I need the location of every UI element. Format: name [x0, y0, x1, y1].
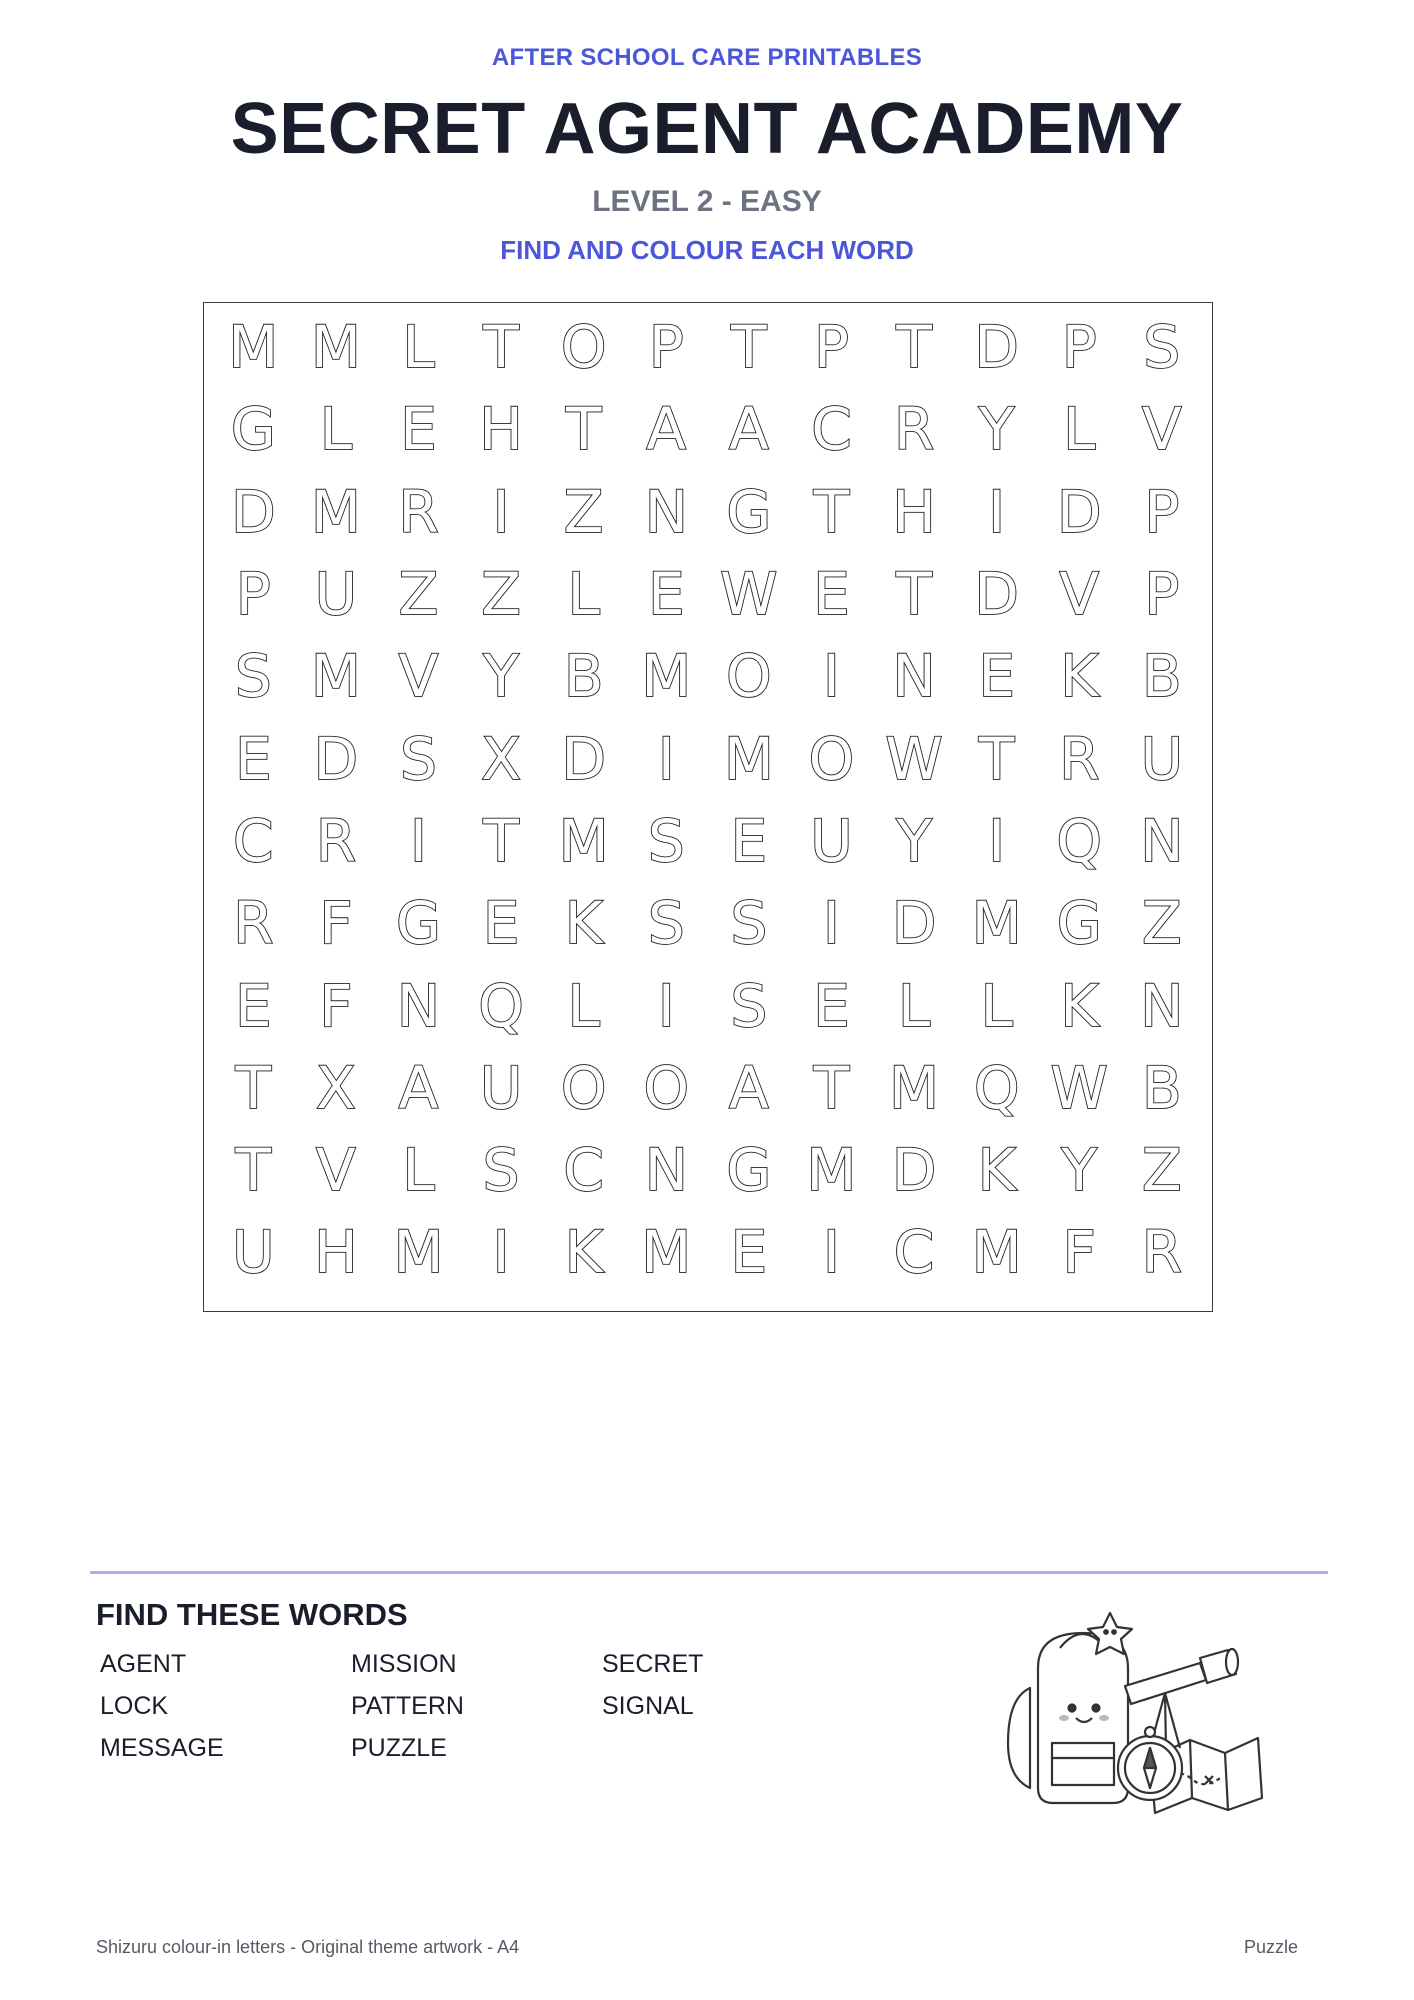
grid-letter: T [565, 395, 602, 464]
grid-letter: G [230, 395, 276, 464]
footer-label: Puzzle [1243, 1937, 1298, 1957]
grid-letter: D [891, 889, 937, 958]
grid-letter: M [310, 642, 361, 711]
grid-letter: Y [896, 806, 932, 875]
grid-letter: G [396, 889, 441, 958]
grid-letter: L [897, 971, 931, 1040]
page-title: SECRET AGENT ACADEMY [230, 89, 1184, 169]
grid-letter: P [1144, 477, 1180, 546]
grid-letter: I [492, 477, 510, 546]
grid-letter: Z [1141, 1136, 1182, 1205]
grid-letter: K [1060, 642, 1099, 711]
grid-letter: T [483, 806, 519, 875]
grid-letter: S [730, 971, 768, 1040]
grid-letter: U [232, 1218, 275, 1287]
grid-letter: P [813, 313, 849, 382]
word-list-item: SIGNAL [602, 1692, 694, 1720]
word-list-item: AGENT [100, 1650, 187, 1678]
grid-letter: M [310, 477, 361, 546]
grid-letter: E [234, 724, 272, 793]
grid-letter: R [893, 395, 935, 464]
grid-letter: M [393, 1218, 444, 1287]
grid-letter: N [1140, 806, 1184, 875]
grid-letter: E [647, 560, 685, 629]
grid-letter: L [402, 313, 435, 382]
grid-letter: P [235, 560, 271, 629]
grid-letter: B [1141, 642, 1182, 711]
word-list-item: MESSAGE [100, 1734, 224, 1762]
grid-letter: G [1056, 889, 1102, 958]
grid-letter: N [396, 971, 441, 1040]
grid-letter: H [479, 395, 523, 464]
grid-letter: K [977, 1136, 1016, 1205]
grid-letter: W [1050, 1053, 1108, 1122]
grid-letter: I [657, 971, 675, 1040]
grid-letter: M [558, 806, 609, 875]
grid-letter: V [398, 642, 439, 711]
grid-letter: T [813, 477, 850, 546]
grid-letter: E [730, 1218, 768, 1287]
grid-letter: O [808, 724, 855, 793]
grid-letter: C [233, 806, 274, 875]
grid-letter: G [726, 477, 772, 546]
grid-letter: P [648, 313, 684, 382]
grid-letter: L [567, 971, 600, 1040]
grid-letter: T [896, 313, 932, 382]
grid-letter: E [482, 889, 520, 958]
grid-letter: T [978, 724, 1015, 793]
word-search-grid [203, 302, 1213, 1312]
word-list-item: PUZZLE [351, 1734, 447, 1762]
grid-letter: Y [978, 395, 1015, 464]
grid-letter: E [978, 642, 1015, 711]
grid-letter: P [1061, 313, 1097, 382]
grid-letter: N [644, 1136, 688, 1205]
level-label: LEVEL 2 - EASY [592, 185, 822, 218]
grid-letter: G [726, 1136, 772, 1205]
grid-letter: U [314, 560, 358, 629]
grid-letter: D [974, 560, 1019, 629]
grid-letter: A [729, 395, 769, 464]
grid-letter: S [1143, 313, 1181, 382]
grid-letter: Z [398, 560, 439, 629]
grid-letter: T [235, 1136, 272, 1205]
grid-letter: D [561, 724, 606, 793]
telescope-icon [1125, 1649, 1238, 1750]
grid-letter: U [479, 1053, 523, 1122]
grid-letter: C [893, 1218, 935, 1287]
grid-letter: E [234, 971, 272, 1040]
grid-letter: B [1141, 1053, 1182, 1122]
grid-letter: Z [1141, 889, 1182, 958]
grid-letter: F [319, 971, 353, 1040]
grid-letter: S [647, 889, 685, 958]
grid-letter: V [316, 1136, 356, 1205]
grid-letter: X [316, 1053, 356, 1122]
grid-letter: M [723, 724, 774, 793]
grid-letter: B [563, 642, 604, 711]
grid-letter: U [810, 806, 853, 875]
grid-letter: I [409, 806, 428, 875]
grid-letter: D [891, 1136, 937, 1205]
section-divider [90, 1571, 1328, 1574]
grid-letter: I [657, 724, 675, 793]
word-list-item: LOCK [100, 1692, 169, 1720]
grid-letter: M [641, 1218, 692, 1287]
grid-letter: I [492, 1218, 510, 1287]
grid-letter: T [813, 1053, 850, 1122]
grid-letter: L [980, 971, 1013, 1040]
grid-letter: L [319, 395, 353, 464]
grid-letter: I [822, 642, 840, 711]
grid-letter: U [1140, 724, 1184, 793]
grid-letter: N [1140, 971, 1184, 1040]
grid-letter: E [813, 971, 850, 1040]
grid-letter: E [813, 560, 850, 629]
grid-letter: O [643, 1053, 690, 1122]
grid-letter: R [398, 477, 439, 546]
grid-letter: S [730, 889, 768, 958]
brand-label: AFTER SCHOOL CARE PRINTABLES [491, 44, 923, 71]
grid-letter: W [885, 724, 943, 793]
grid-letter: N [644, 477, 688, 546]
grid-letter: I [988, 477, 1006, 546]
grid-letter: Q [1056, 806, 1103, 875]
grid-letter: M [228, 313, 279, 382]
grid-letter: V [1059, 560, 1100, 629]
word-list-item: MISSION [351, 1650, 457, 1678]
grid-letter: E [400, 395, 437, 464]
grid-letter: I [822, 1218, 840, 1287]
grid-letter: D [1056, 477, 1102, 546]
grid-letter: S [400, 724, 437, 793]
grid-letter: M [806, 1136, 857, 1205]
grid-letter: K [1060, 971, 1099, 1040]
instruction-label: FIND AND COLOUR EACH WORD [500, 235, 914, 265]
grid-letter: O [560, 1053, 607, 1122]
grid-letter: V [1141, 395, 1182, 464]
grid-letter: M [889, 1053, 940, 1122]
grid-letter: T [731, 313, 767, 382]
grid-letter: Y [483, 642, 519, 711]
grid-letter: L [1063, 395, 1096, 464]
grid-letter: A [729, 1053, 769, 1122]
grid-letter: S [234, 642, 272, 711]
grid-letter: K [564, 889, 603, 958]
grid-letter: Z [481, 560, 521, 629]
grid-letter: A [646, 395, 687, 464]
grid-letter: Y [1061, 1136, 1097, 1205]
letter-grid [204, 303, 1214, 1313]
grid-letter: X [481, 724, 521, 793]
grid-letter: K [564, 1218, 603, 1287]
grid-letter: N [892, 642, 936, 711]
grid-letter: O [560, 313, 607, 382]
word-list-heading: FIND THESE WORDS [96, 1597, 408, 1632]
grid-letter: M [641, 642, 692, 711]
word-list-item: PATTERN [351, 1692, 464, 1720]
backpack-telescope-compass-map-illustration [1000, 1608, 1320, 1818]
grid-letter: Z [563, 477, 604, 546]
grid-letter: T [235, 1053, 272, 1122]
grid-letter: P [1144, 560, 1180, 629]
grid-letter: C [563, 1136, 604, 1205]
grid-letter: F [1062, 1218, 1096, 1287]
grid-letter: H [892, 477, 936, 546]
grid-letter: E [730, 806, 768, 875]
grid-letter: T [896, 560, 932, 629]
grid-letter: S [647, 806, 685, 875]
grid-letter: T [483, 313, 519, 382]
grid-letter: M [971, 1218, 1022, 1287]
grid-letter: A [398, 1053, 439, 1122]
grid-letter: S [482, 1136, 520, 1205]
grid-letter: R [1141, 1218, 1182, 1287]
grid-letter: H [314, 1218, 358, 1287]
grid-letter: L [402, 1136, 435, 1205]
grid-letter: W [720, 560, 778, 629]
grid-letter: M [310, 313, 361, 382]
grid-letter: D [313, 724, 359, 793]
grid-letter: C [811, 395, 852, 464]
grid-letter: R [1059, 724, 1100, 793]
grid-letter: Q [478, 971, 524, 1040]
grid-letter: O [726, 642, 772, 711]
grid-letter: Q [973, 1053, 1020, 1122]
grid-letter: F [319, 889, 353, 958]
grid-letter: D [230, 477, 276, 546]
grid-letter: R [315, 806, 357, 875]
footer-credit: Shizuru colour-in letters - Original theme artwork - A4 [96, 1937, 520, 1957]
grid-letter: L [567, 560, 600, 629]
grid-letter: I [822, 889, 840, 958]
grid-letter: I [988, 806, 1006, 875]
backpack-icon [1008, 1633, 1128, 1803]
grid-letter: D [974, 313, 1019, 382]
grid-letter: M [971, 889, 1022, 958]
word-list-item: SECRET [602, 1650, 704, 1678]
grid-letter: R [233, 889, 274, 958]
